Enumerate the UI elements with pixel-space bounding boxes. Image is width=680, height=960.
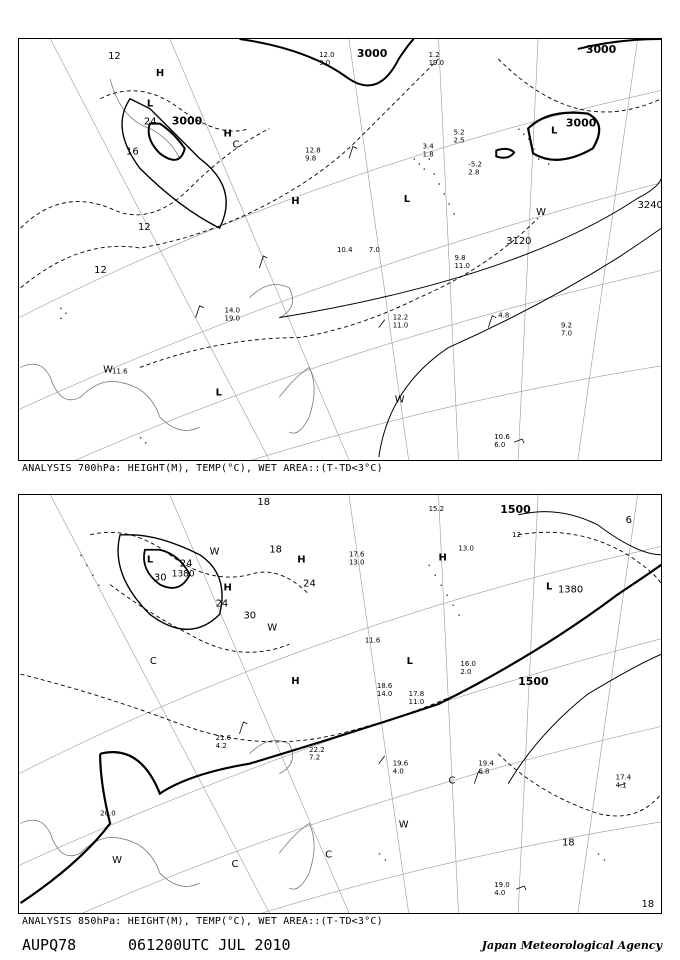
station-value: 4.8	[498, 311, 510, 320]
map-850hpa	[18, 494, 662, 914]
station-value: 13.0	[348, 558, 365, 567]
issue-time: 061200UTC JUL 2010	[128, 936, 291, 954]
station-value: 17.4	[615, 773, 632, 782]
center-L: L	[215, 387, 222, 399]
center-W: W	[536, 207, 546, 219]
station-value: 17.8	[408, 690, 425, 699]
temp-label: 16	[126, 146, 139, 158]
height-label: 3120	[506, 236, 532, 248]
height-label: 1380	[557, 584, 584, 596]
station-value: 1.8	[422, 150, 434, 159]
center-W: W	[398, 819, 409, 831]
center-C: C	[448, 775, 456, 787]
temp-label: 30	[243, 610, 257, 622]
center-W: W	[112, 855, 122, 867]
station-value: 9.8	[454, 253, 466, 262]
caption-700hpa: ANALYSIS 700hPa: HEIGHT(M), TEMP(°C), WET AREA::(T-TD<3°C)	[22, 463, 383, 474]
station-value: 4.2	[215, 741, 227, 750]
center-W: W	[209, 546, 220, 558]
chart-footer	[22, 936, 662, 956]
temp-label: 24	[143, 116, 157, 128]
coastline	[21, 740, 315, 889]
center-L: L	[146, 554, 154, 566]
temp-label: 24	[215, 598, 229, 610]
temp-label: 30	[153, 572, 167, 584]
center-L: L	[406, 656, 414, 668]
isotherms	[21, 532, 662, 816]
station-value: 1.2	[428, 50, 440, 59]
height-label: 3000	[171, 114, 203, 128]
center-W: W	[394, 394, 405, 406]
map-850hpa-canvas	[19, 495, 662, 913]
center-C: C	[325, 849, 333, 861]
center-C: C	[232, 139, 240, 151]
temp-label: 12	[108, 50, 121, 62]
height-contours	[122, 39, 661, 457]
station-value: 3.4	[422, 142, 434, 151]
center-L: L	[146, 98, 154, 110]
center-C: C	[231, 859, 239, 871]
height-label: 3000	[565, 116, 597, 130]
temp-label: 18	[269, 544, 282, 556]
station-value: 7.2	[309, 753, 321, 762]
center-W: W	[267, 622, 278, 634]
center-H: H	[438, 552, 447, 564]
center-H: H	[155, 67, 165, 79]
center-L: L	[403, 194, 411, 206]
station-value: 12.0	[319, 50, 335, 59]
wind-barbs	[196, 146, 524, 443]
station-value: 2.8	[468, 168, 480, 177]
temp-label: 24	[179, 558, 193, 570]
station-value: 21.6	[215, 733, 232, 742]
station-value: 12.2	[392, 313, 409, 322]
center-H: H	[291, 676, 300, 688]
coastline	[21, 79, 315, 433]
station-value: 12.8	[305, 146, 321, 155]
temp-label: 18	[641, 899, 655, 911]
station-value: 10.4	[337, 245, 353, 254]
station-value: 2.0	[460, 668, 472, 677]
height-label: 3240	[637, 200, 663, 212]
graticule	[19, 495, 662, 913]
center-W: W	[103, 364, 113, 376]
station-value: 11.0	[392, 321, 409, 330]
caption-850hpa: ANALYSIS 850hPa: HEIGHT(M), TEMP(°C), WET AREA::(T-TD<3°C)	[22, 916, 383, 927]
station-value: 10.6	[494, 433, 510, 442]
station-value: 9.8	[305, 154, 317, 163]
station-value: 17.6	[348, 550, 365, 559]
station-value: 12	[512, 530, 522, 539]
height-label: 1500	[518, 675, 549, 689]
agency-name: Japan Meteorological Agency	[481, 939, 662, 952]
temp-label: 6	[625, 514, 632, 526]
pressure-centers	[112, 544, 553, 871]
height-label: 1500	[500, 502, 531, 516]
center-H: H	[223, 128, 232, 140]
station-value: 20.0	[100, 809, 116, 818]
map-700hpa	[18, 38, 662, 461]
chart-identifier: AUPQ78	[22, 936, 77, 954]
station-value: 4.0	[494, 889, 506, 898]
station-value: 2.5	[453, 136, 465, 145]
center-H: H	[223, 582, 232, 594]
station-value: 6.8	[478, 767, 490, 776]
wind-barbs	[239, 722, 625, 890]
station-value: 6.0	[494, 441, 506, 450]
station-value: 4.1	[615, 781, 627, 790]
station-value: 16.0	[460, 660, 476, 669]
station-value: 19.6	[392, 759, 409, 768]
temp-label: 12	[94, 264, 107, 276]
station-value: 9.2	[560, 321, 573, 330]
station-value: 14.0	[224, 306, 241, 315]
station-value: 19.0	[494, 881, 510, 890]
station-value: 9.0	[319, 58, 331, 67]
center-H: H	[291, 196, 300, 208]
height-label: 3000	[585, 42, 617, 56]
station-value: 11.0	[454, 261, 470, 270]
station-value: -5.2	[468, 160, 482, 169]
station-value: 15.2	[428, 504, 445, 513]
height-label: 3000	[356, 46, 388, 60]
temp-label: 18	[257, 496, 271, 508]
station-value: 14.0	[376, 690, 393, 699]
height-label: 1380	[171, 569, 195, 580]
station-value: 19.0	[428, 58, 445, 67]
center-L: L	[551, 125, 558, 137]
station-value: 11.0	[408, 698, 425, 706]
station-values	[112, 51, 572, 449]
center-C: C	[149, 656, 157, 668]
temp-label: 24	[303, 578, 316, 590]
temp-labels	[94, 51, 156, 276]
station-value: 19.0	[224, 314, 241, 323]
station-value: 7.0	[560, 329, 573, 338]
station-value: 22.2	[309, 745, 325, 754]
station-value: 4.0	[392, 767, 404, 776]
map-700hpa-canvas	[19, 39, 662, 460]
station-value: 11.6	[112, 367, 128, 376]
station-value: 11.6	[364, 636, 381, 645]
station-value: 5.2	[453, 128, 465, 137]
station-value: 13.0	[458, 544, 474, 553]
center-L: L	[546, 581, 553, 593]
station-value: 18.6	[376, 682, 393, 691]
station-value: 19.4	[478, 759, 494, 768]
temp-label: 18	[561, 837, 575, 849]
temp-label: 12	[137, 222, 151, 234]
station-value: 7.0	[368, 245, 380, 254]
center-H: H	[297, 554, 306, 566]
temp-labels	[154, 497, 654, 910]
